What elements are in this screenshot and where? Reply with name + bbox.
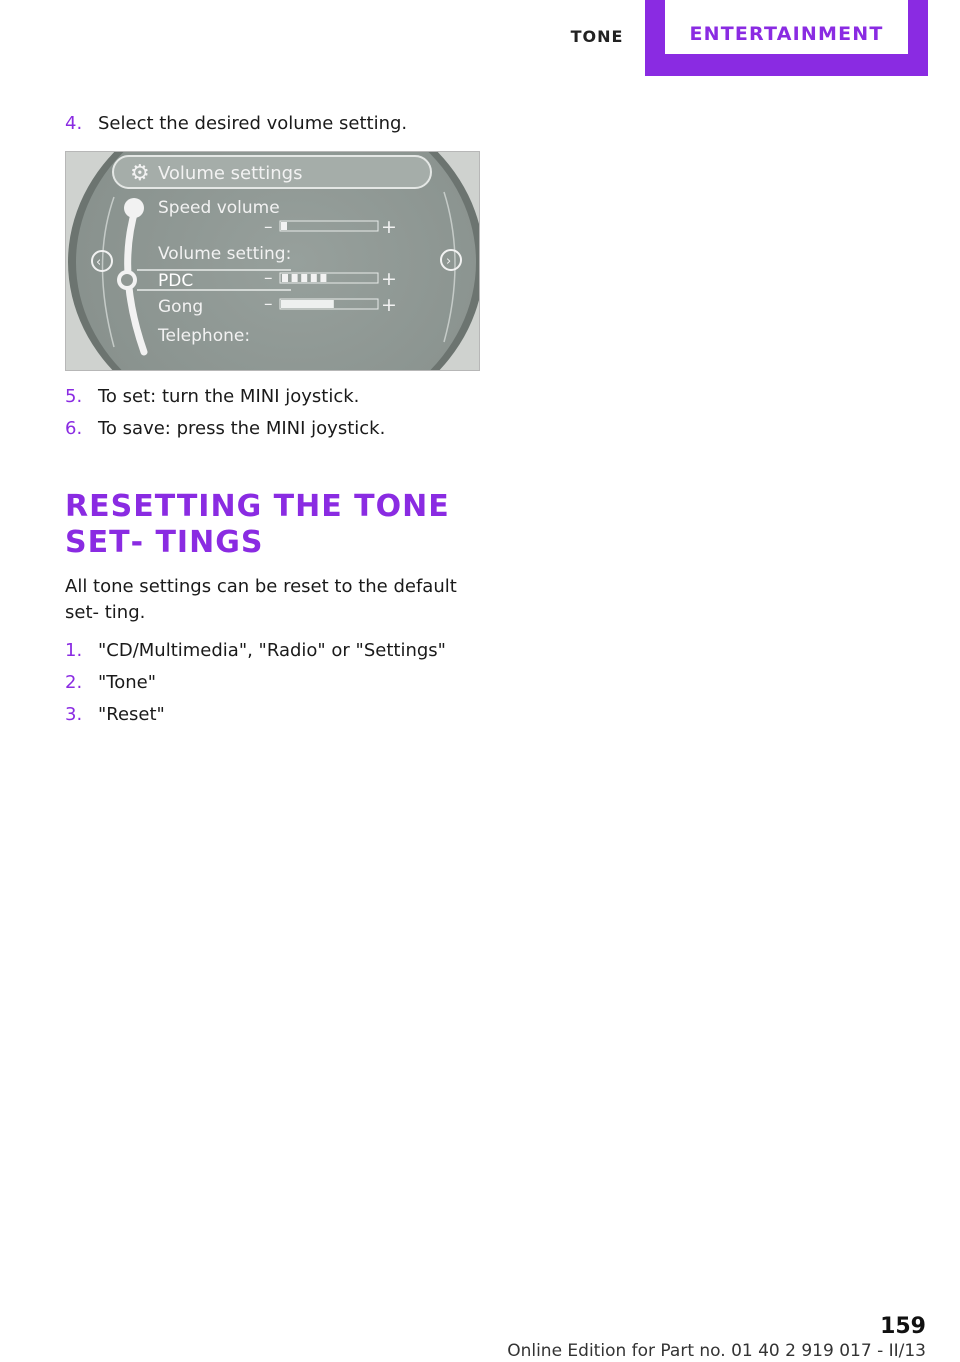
speed-volume-plus: + bbox=[381, 216, 397, 238]
pdc-level-tick bbox=[301, 274, 307, 282]
section-heading: RESETTING THE TONE SET‐ TINGS bbox=[65, 489, 450, 560]
step-text: To save: press the MINI joystick. bbox=[98, 418, 386, 439]
page-number: 159 bbox=[880, 1314, 926, 1339]
pdc-level-tick bbox=[282, 274, 288, 282]
speed-volume-minus: – bbox=[264, 217, 273, 237]
svg-text:‹: ‹ bbox=[96, 255, 102, 270]
section-paragraph: All tone settings can be reset to the default set‐ ting. bbox=[65, 576, 457, 623]
pdc-minus: – bbox=[264, 268, 273, 288]
gear-icon: ⚙ bbox=[130, 161, 150, 186]
volume-settings-screenshot bbox=[65, 151, 480, 371]
step-text: "Reset" bbox=[98, 704, 165, 725]
step-text: To set: turn the MINI joystick. bbox=[98, 386, 360, 407]
step-number: 3. bbox=[65, 704, 83, 725]
volume-setting-label: Volume setting: bbox=[158, 244, 292, 264]
step-number: 4. bbox=[65, 113, 83, 134]
step-number: 5. bbox=[65, 386, 83, 407]
step-text: "Tone" bbox=[98, 672, 156, 693]
speed-volume-fill bbox=[281, 222, 287, 230]
telephone-label: Telephone: bbox=[158, 326, 251, 346]
header-section-tab: TONE bbox=[570, 27, 624, 46]
gong-fill bbox=[281, 300, 334, 308]
gong-plus: + bbox=[381, 294, 397, 316]
top-arc-knob bbox=[124, 198, 144, 218]
step-text: Select the desired volume setting. bbox=[98, 113, 408, 134]
header-chapter-tab bbox=[645, 0, 928, 76]
pdc-level-tick bbox=[320, 274, 326, 282]
pdc-plus: + bbox=[381, 268, 397, 290]
footer-edition: Online Edition for Part no. 01 40 2 919 017 - II/13 bbox=[507, 1341, 926, 1361]
speed-volume-label: Speed volume bbox=[158, 198, 280, 218]
pdc-level-tick bbox=[311, 274, 317, 282]
svg-text:›: › bbox=[446, 254, 452, 269]
gong-minus: – bbox=[264, 294, 273, 314]
step-number: 6. bbox=[65, 418, 83, 439]
step-number: 1. bbox=[65, 640, 83, 661]
step-text: "CD/Multimedia", "Radio" or "Settings" bbox=[98, 640, 446, 661]
step-number: 2. bbox=[65, 672, 83, 693]
gong-label: Gong bbox=[158, 297, 204, 317]
header-chapter-label: ENTERTAINMENT bbox=[665, 0, 908, 54]
screen-title: Volume settings bbox=[158, 163, 303, 184]
pdc-level-tick bbox=[292, 274, 298, 282]
pdc-label: PDC bbox=[158, 271, 194, 291]
